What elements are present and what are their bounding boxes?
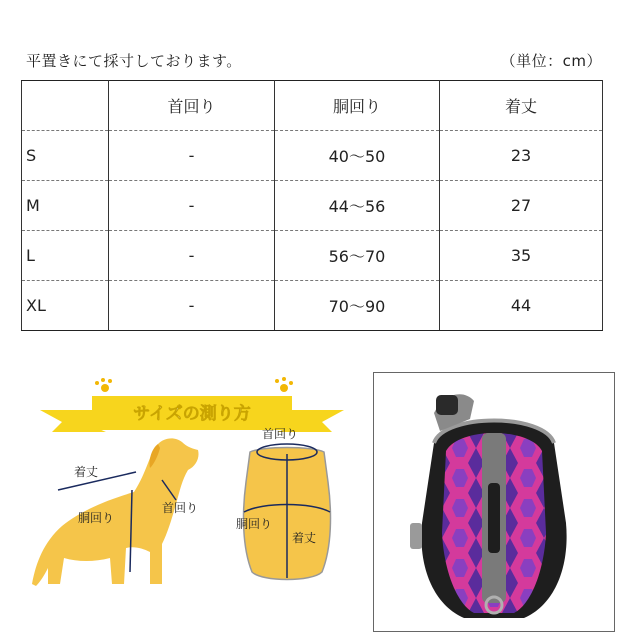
- header-cell: [22, 81, 109, 131]
- dog-neck-label: 首回り: [162, 501, 199, 515]
- table-row: [22, 131, 603, 181]
- dog-length-label: 着丈: [74, 465, 99, 479]
- measurement-note: 平置きにて採寸しております。: [26, 52, 242, 70]
- chest-cell: 70～90: [275, 281, 440, 331]
- table-row: [22, 181, 603, 231]
- measurement-guide: [22, 372, 362, 632]
- neck-cell: -: [109, 131, 275, 181]
- length-cell: 35: [440, 231, 603, 281]
- title-banner: [40, 377, 344, 432]
- neck-cell: -: [109, 281, 275, 331]
- paw-icon: [95, 378, 112, 392]
- table-header-row: [22, 81, 603, 131]
- length-cell: 23: [440, 131, 603, 181]
- chest-cell: 56～70: [275, 231, 440, 281]
- size-cell: S: [22, 131, 109, 181]
- size-table: [21, 80, 603, 331]
- life-vest-image: [374, 373, 614, 631]
- vest-neck-label: 首回り: [262, 427, 299, 441]
- size-cell: M: [22, 181, 109, 231]
- unit-note: （単位：cm）: [500, 52, 602, 70]
- product-photo: [373, 372, 615, 632]
- vest-diagram: [244, 444, 331, 580]
- size-cell: L: [22, 231, 109, 281]
- length-cell: 44: [440, 281, 603, 331]
- chest-cell: 44～56: [275, 181, 440, 231]
- table-row: [22, 231, 603, 281]
- neck-cell: -: [109, 231, 275, 281]
- guide-title: サイズの測り方: [133, 404, 251, 424]
- header-cell: 胴回り: [275, 81, 440, 131]
- header-cell: 着丈: [440, 81, 603, 131]
- size-cell: XL: [22, 281, 109, 331]
- chest-cell: 40～50: [275, 131, 440, 181]
- table-row: [22, 281, 603, 331]
- paw-icon: [275, 377, 293, 392]
- neck-cell: -: [109, 181, 275, 231]
- dog-chest-label: 胴回り: [78, 511, 115, 525]
- measurement-guide-illustration: [22, 372, 362, 632]
- vest-chest-label: 胴回り: [236, 517, 273, 531]
- header-cell: 首回り: [109, 81, 275, 131]
- vest-length-label: 着丈: [292, 531, 317, 545]
- length-cell: 27: [440, 181, 603, 231]
